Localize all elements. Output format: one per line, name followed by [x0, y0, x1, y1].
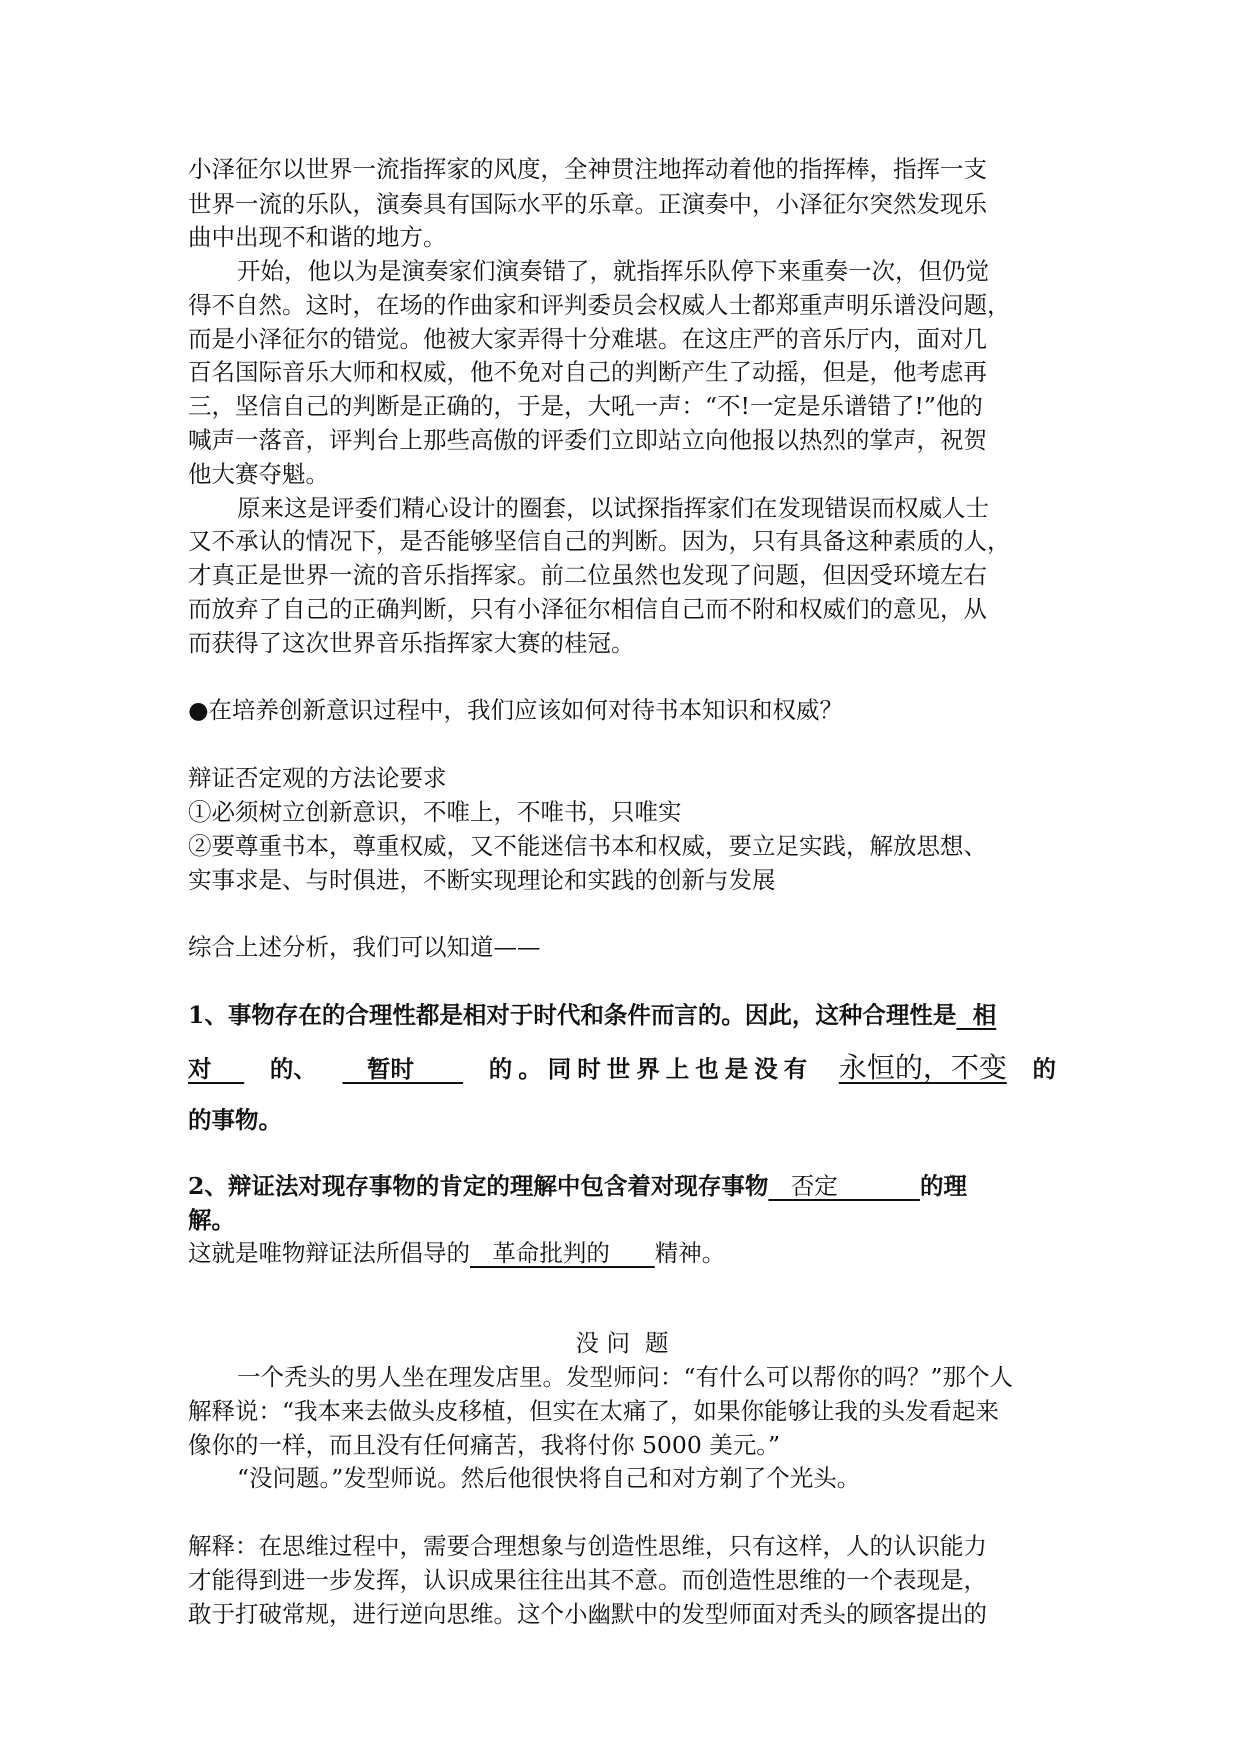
story1-line-10: 他大赛夺魁。: [188, 460, 329, 488]
story1-line-5: 得不自然。这时，在场的作曲家和评判委员会权威人士都郑重声明乐谱没问题，: [188, 291, 1011, 319]
point2-l3-blank: 革命批判的: [470, 1239, 655, 1267]
point2-line-3: [188, 1236, 1056, 1270]
method-title: 辩证否定观的方法论要求: [188, 764, 447, 792]
story2-title: 没 问 题: [575, 1329, 669, 1357]
story1-line-3: 曲中出现不和谐的地方。: [188, 223, 447, 251]
point1-blank-2: 暂时: [342, 1055, 464, 1083]
explain-line-1: 解释：在思维过程中，需要合理想象与创造性思维，只有这样，人的认识能力: [188, 1532, 987, 1560]
point2-prefix: 2、辩证法对现存事物的肯定的理解中包含着对现存事物: [188, 1172, 769, 1200]
story1-line-8: 三，坚信自己的判断是正确的，于是，大吼一声：“不!一定是乐谱错了!”他的: [188, 392, 983, 420]
point1-blank-3: 永恒的，不变: [838, 1051, 1007, 1084]
point1-end-char: 的: [1032, 1055, 1056, 1083]
story1-line-9: 喊声一落音，评判台上那些高傲的评委们立即站立向他报以热烈的掌声，祝贺: [188, 426, 987, 454]
explain-line-3: 敢于打破常规，进行逆向思维。这个小幽默中的发型师面对秃头的顾客提出的: [188, 1600, 987, 1628]
point1-prefix: 1、事物存在的合理性都是相对于时代和条件而言的。因此，这种合理性是: [188, 1001, 957, 1029]
story1-line-7: 百名国际音乐大师和权威，他不免对自己的判断产生了动摇，但是，他考虑再: [188, 358, 987, 386]
story1-line-2: 世界一流的乐队，演奏具有国际水平的乐章。正演奏中，小泽征尔突然发现乐: [188, 190, 987, 218]
story1-line-6: 而是小泽征尔的错觉。他被大家弄得十分难堪。在这庄严的音乐厅内，面对几: [188, 325, 987, 353]
point2-line-2: 解。: [188, 1206, 235, 1234]
story2-line-4: “没问题。”发型师说。然后他很快将自己和对方剃了个光头。: [237, 1464, 861, 1492]
point2-l3-suffix: 精神。: [654, 1239, 726, 1267]
story1-line-15: 而获得了这次世界音乐指挥家大赛的桂冠。: [188, 629, 635, 657]
point2-line-1: [188, 1169, 1056, 1203]
story2-line-2: 解释说：“我本来去做头皮移植，但实在太痛了，如果你能够让我的头发看起来: [188, 1397, 1000, 1425]
story2-line-1: 一个秃头的男人坐在理发店里。发型师问：“有什么可以帮你的吗？”那个人: [237, 1363, 1014, 1391]
story1-line-1: 小泽征尔以世界一流指挥家的风度，全神贯注地挥动着他的指挥棒，指挥一支: [188, 155, 987, 183]
method-item-2-line-1: ②要尊重书本，尊重权威，又不能迷信书本和权威，要立足实践，解放思想、: [188, 832, 987, 860]
story1-line-13: 才真正是世界一流的音乐指挥家。前二位虽然也发现了问题，但因受环境左右: [188, 561, 987, 589]
point1-line-2: [188, 1046, 1056, 1090]
method-item-2-line-2: 实事求是、与时俱进，不断实现理论和实践的创新与发展: [188, 866, 776, 894]
point1-line-3: 的事物。: [188, 1106, 282, 1134]
point2-blank: 否定: [768, 1172, 920, 1200]
explain-line-2: 才能得到进一步发挥，认识成果往往出其不意。而创造性思维的一个表现是，: [188, 1566, 987, 1594]
method-item-1: ①必须树立创新意识，不唯上，不唯书，只唯实: [188, 798, 682, 826]
point1-blank-1a: 相: [956, 1001, 997, 1029]
point1-sep: 的、: [269, 1055, 317, 1083]
point1-mid: 的。同时世界上也是没有: [488, 1055, 814, 1083]
point2-l3-prefix: 这就是唯物辩证法所倡导的: [188, 1239, 470, 1267]
summary-line: 综合上述分析，我们可以知道——: [188, 933, 541, 961]
story1-line-14: 而放弃了自己的正确判断，只有小泽征尔相信自己而不附和权威们的意见，从: [188, 595, 987, 623]
point2-suffix: 的理: [919, 1172, 967, 1200]
story1-line-11: 原来这是评委们精心设计的圈套，以试探指挥家们在发现错误而权威人士: [237, 494, 989, 522]
story1-line-4: 开始，他以为是演奏家们演奏错了，就指挥乐队停下来重奏一次，但仍觉: [237, 257, 989, 285]
point1-blank-1b: 对: [188, 1055, 245, 1083]
story2-line-3: 像你的一样，而且没有任何痛苦，我将付你 5000 美元。”: [188, 1431, 781, 1459]
story1-line-12: 又不承认的情况下，是否能够坚信自己的判断。因为，只有具备这种素质的人，: [188, 527, 1011, 555]
question-line: ●在培养创新意识过程中，我们应该如何对待书本知识和权威？: [188, 696, 844, 724]
point1-line-1: [188, 998, 1056, 1032]
